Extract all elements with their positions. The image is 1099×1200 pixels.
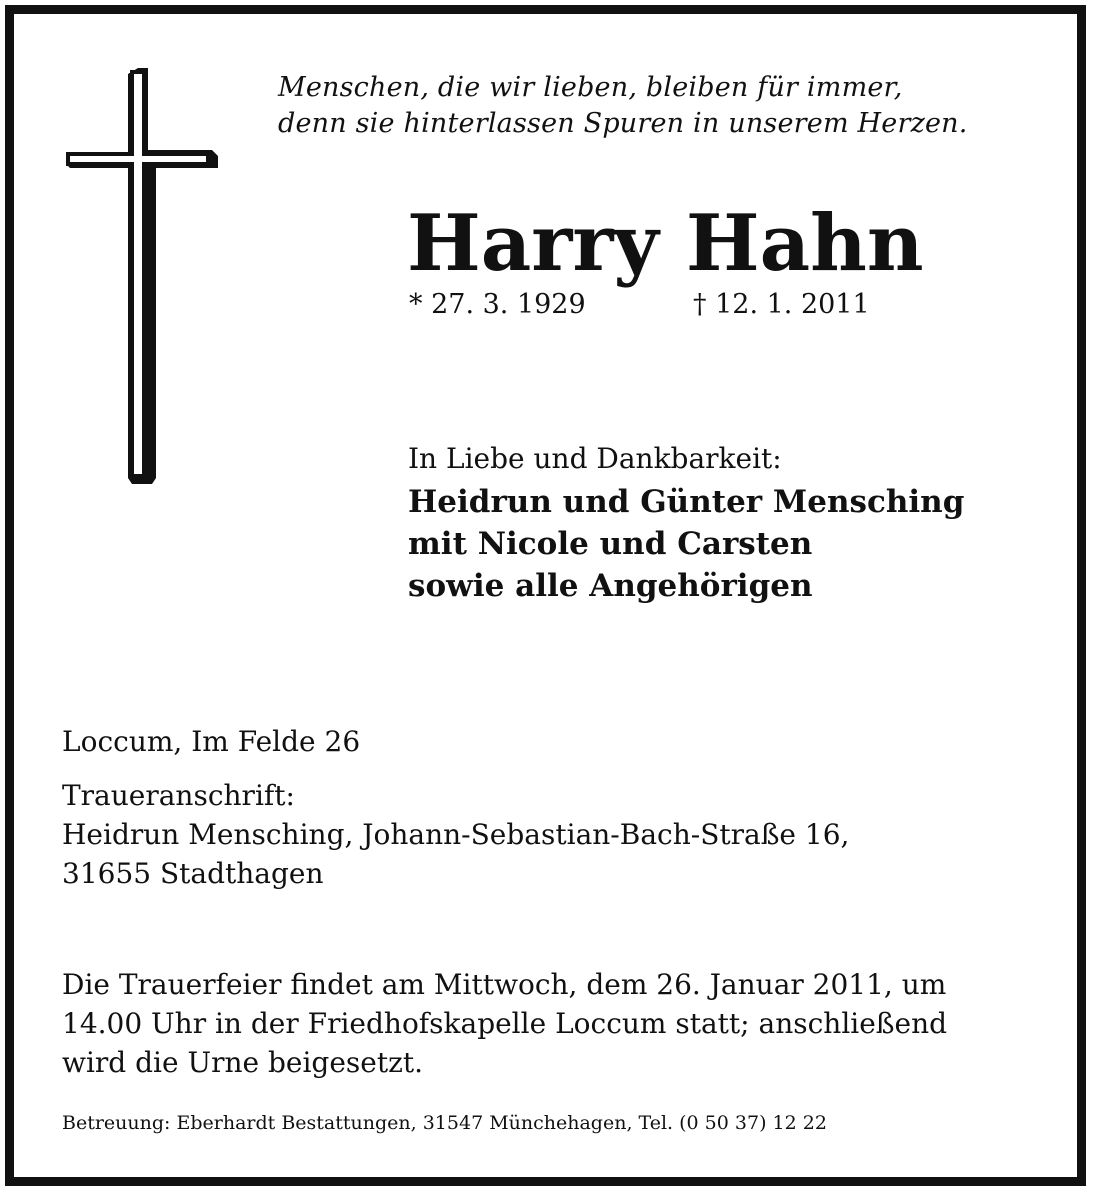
residence: Loccum, Im Felde 26: [62, 725, 361, 758]
mourners-line: Heidrun und Günter Mensching: [408, 484, 965, 520]
ceremony-line: wird die Urne beigesetzt.: [62, 1046, 424, 1079]
funeral-service-credit: Betreuung: Eberhardt Bestattungen, 31547 Münchehagen, Tel. (0 50 37) 12 22: [62, 1112, 827, 1134]
cross-icon: [60, 68, 222, 484]
ceremony-notice: [62, 965, 947, 1082]
mourners-intro: In Liebe und Dankbarkeit:: [408, 442, 782, 475]
ceremony-line: 14.00 Uhr in der Friedhofskapelle Loccum statt; anschließend: [62, 1007, 948, 1040]
deceased-name: Harry Hahn: [407, 198, 924, 289]
mourning-address-label: Traueranschrift:: [62, 779, 295, 812]
ceremony-line: Die Trauerfeier findet am Mittwoch, dem 26. Januar 2011, um: [62, 968, 947, 1001]
mourning-address-line: 31655 Stadthagen: [62, 857, 324, 890]
death-date: † 12. 1. 2011: [693, 289, 870, 320]
birth-date: * 27. 3. 1929: [409, 289, 586, 320]
quote-line-2: denn sie hinterlassen Spuren in unserem Herzen.: [278, 108, 968, 139]
mourners-line: mit Nicole und Carsten: [408, 526, 813, 562]
mourning-address: [62, 776, 849, 893]
mourners-list: [408, 481, 964, 607]
mourners-line: sowie alle Angehörigen: [408, 568, 813, 604]
mourning-address-line: Heidrun Mensching, Johann-Sebastian-Bach-Straße 16,: [62, 818, 850, 851]
memorial-quote: [278, 70, 1068, 142]
quote-line-1: Menschen, die wir lieben, bleiben für immer,: [278, 72, 903, 103]
life-dates: [409, 288, 889, 322]
